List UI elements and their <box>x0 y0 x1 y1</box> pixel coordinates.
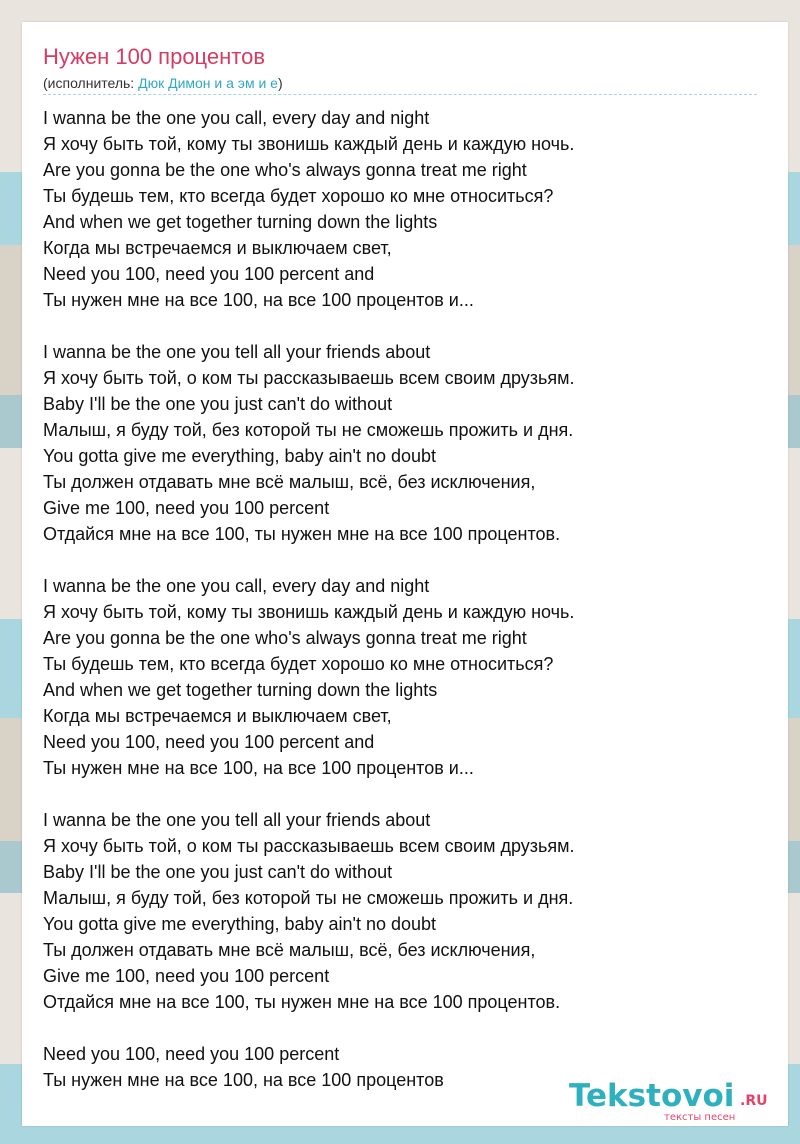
site-logo[interactable] <box>569 1076 779 1126</box>
lyric-line: Are you gonna be the one who's always gonna treat me right <box>43 160 527 180</box>
lyric-line: Когда мы встречаемся и выключаем свет, <box>43 238 392 258</box>
lyric-line: And when we get together turning down the lights <box>43 212 438 232</box>
lyric-line: Отдайся мне на все 100, ты нужен мне на все 100 процентов. <box>43 524 561 544</box>
lyric-line: You gotta give me everything, baby ain't no doubt <box>43 446 437 466</box>
artist-line <box>43 74 283 92</box>
lyric-line: Ты будешь тем, кто всегда будет хорошо ко мне относиться? <box>43 186 554 206</box>
lyric-line: I wanna be the one you tell all your friends about <box>43 810 431 830</box>
lyric-line: Need you 100, need you 100 percent and <box>43 264 375 284</box>
lyric-line: And when we get together turning down the lights <box>43 680 438 700</box>
lyric-line: Need you 100, need you 100 percent and <box>43 732 375 752</box>
lyric-line: Ты нужен мне на все 100, на все 100 процентов и... <box>43 290 474 310</box>
lyric-line: I wanna be the one you call, every day and night <box>43 576 430 596</box>
artist-link[interactable]: Дюк Димон и а эм и е <box>138 75 278 91</box>
lyric-line: Need you 100, need you 100 percent <box>43 1044 340 1064</box>
logo-tagline: тексты песен <box>664 1112 736 1123</box>
lyric-line: Я хочу быть той, о ком ты рассказываешь всем своим друзьям. <box>43 836 575 856</box>
song-title: Нужен 100 процентов <box>43 44 266 69</box>
logo-name: Tekstovoi <box>569 1078 735 1114</box>
lyric-line: Я хочу быть той, кому ты звонишь каждый день и каждую ночь. <box>43 602 575 622</box>
verse-spacer <box>43 547 763 573</box>
lyric-line: Baby I'll be the one you just can't do without <box>43 862 393 882</box>
lyric-line: Are you gonna be the one who's always gonna treat me right <box>43 628 527 648</box>
lyric-line: Give me 100, need you 100 percent <box>43 498 330 518</box>
lyric-line: Ты нужен мне на все 100, на все 100 процентов и... <box>43 758 474 778</box>
lyric-line: Я хочу быть той, о ком ты рассказываешь всем своим друзьям. <box>43 368 575 388</box>
title-divider <box>43 94 757 95</box>
lyric-line: Ты должен отдавать мне всё малыш, всё, без исключения, <box>43 940 536 960</box>
lyric-line: Малыш, я буду той, без которой ты не сможешь прожить и дня. <box>43 420 574 440</box>
verse-spacer <box>43 313 763 339</box>
lyric-line: Give me 100, need you 100 percent <box>43 966 330 986</box>
lyric-line: Я хочу быть той, кому ты звонишь каждый день и каждую ночь. <box>43 134 575 154</box>
lyric-line: Отдайся мне на все 100, ты нужен мне на все 100 процентов. <box>43 992 561 1012</box>
lyric-line: Ты должен отдавать мне всё малыш, всё, без исключения, <box>43 472 536 492</box>
logo-domain-suffix: .RU <box>740 1093 768 1109</box>
lyric-line: Baby I'll be the one you just can't do without <box>43 394 393 414</box>
artist-prefix: (исполнитель: <box>43 75 139 91</box>
lyric-line: I wanna be the one you tell all your friends about <box>43 342 431 362</box>
lyric-line: Ты нужен мне на все 100, на все 100 процентов <box>43 1070 444 1090</box>
artist-suffix: ) <box>277 75 283 91</box>
verse-spacer <box>43 1015 763 1041</box>
lyric-line: Ты будешь тем, кто всегда будет хорошо ко мне относиться? <box>43 654 554 674</box>
lyrics-block <box>43 105 763 1093</box>
lyric-line: You gotta give me everything, baby ain't no doubt <box>43 914 437 934</box>
lyric-line: Когда мы встречаемся и выключаем свет, <box>43 706 392 726</box>
verse-spacer <box>43 781 763 807</box>
lyric-line: I wanna be the one you call, every day and night <box>43 108 430 128</box>
lyric-line: Малыш, я буду той, без которой ты не сможешь прожить и дня. <box>43 888 574 908</box>
